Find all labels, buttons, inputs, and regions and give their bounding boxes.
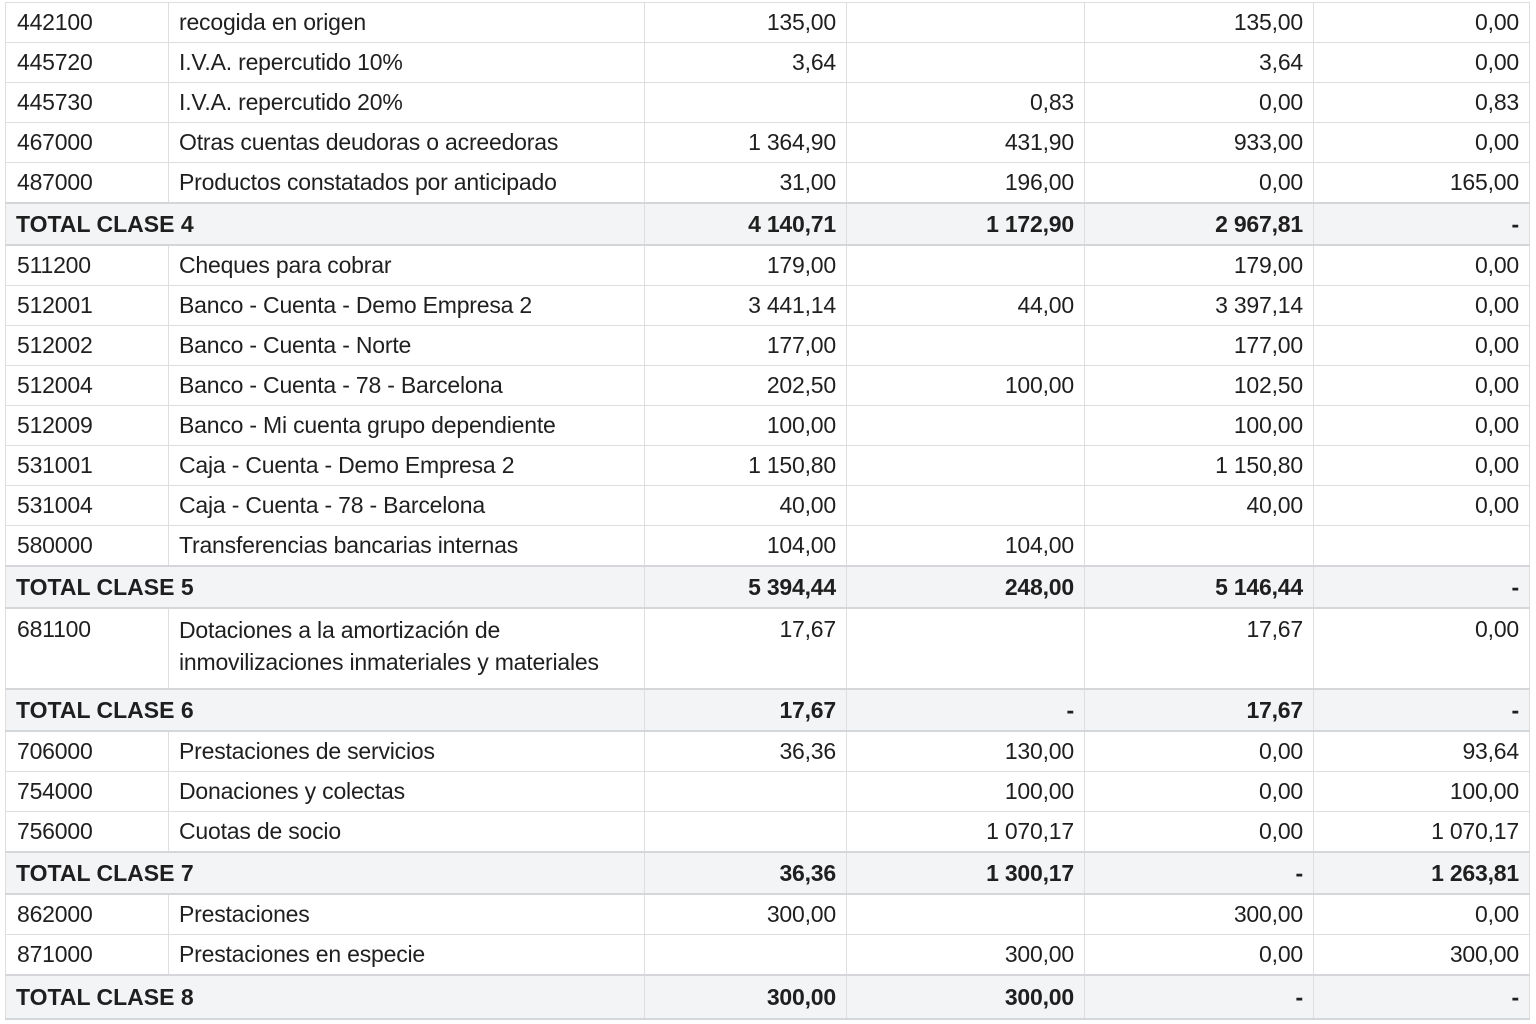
account-description: Banco - Mi cuenta grupo dependiente bbox=[169, 406, 645, 446]
credit-amount bbox=[847, 894, 1085, 935]
debit-amount: 202,50 bbox=[645, 366, 847, 406]
credit-amount: 1 300,17 bbox=[847, 852, 1085, 894]
account-row bbox=[6, 245, 1530, 286]
balance-debit-amount: 933,00 bbox=[1085, 123, 1314, 163]
debit-amount bbox=[645, 812, 847, 853]
account-row bbox=[6, 163, 1530, 204]
credit-amount bbox=[847, 446, 1085, 486]
class-total-row bbox=[6, 203, 1530, 245]
account-code: 862000 bbox=[6, 894, 169, 935]
balance-credit-amount: 165,00 bbox=[1314, 163, 1530, 204]
debit-amount bbox=[645, 935, 847, 976]
balance-credit-amount: 0,00 bbox=[1314, 366, 1530, 406]
credit-amount: 44,00 bbox=[847, 286, 1085, 326]
balance-debit-amount: 2 967,81 bbox=[1085, 203, 1314, 245]
balance-debit-amount: 3 397,14 bbox=[1085, 286, 1314, 326]
class-total-label: TOTAL CLASE 6 bbox=[6, 689, 645, 731]
credit-amount bbox=[847, 406, 1085, 446]
debit-amount: 1 364,90 bbox=[645, 123, 847, 163]
credit-amount: 431,90 bbox=[847, 123, 1085, 163]
trial-balance-body bbox=[6, 3, 1530, 1020]
balance-credit-amount: 0,00 bbox=[1314, 486, 1530, 526]
account-description: Transferencias bancarias internas bbox=[169, 526, 645, 567]
account-code: 706000 bbox=[6, 731, 169, 772]
account-row bbox=[6, 812, 1530, 853]
balance-credit-amount: 0,00 bbox=[1314, 245, 1530, 286]
debit-amount: 5 394,44 bbox=[645, 566, 847, 608]
debit-amount: 17,67 bbox=[645, 689, 847, 731]
account-description: Caja - Cuenta - Demo Empresa 2 bbox=[169, 446, 645, 486]
debit-amount: 100,00 bbox=[645, 406, 847, 446]
balance-credit-amount: 0,00 bbox=[1314, 446, 1530, 486]
credit-amount: 248,00 bbox=[847, 566, 1085, 608]
account-code: 512001 bbox=[6, 286, 169, 326]
balance-credit-amount: 1 263,81 bbox=[1314, 852, 1530, 894]
account-code: 487000 bbox=[6, 163, 169, 204]
account-code: 512004 bbox=[6, 366, 169, 406]
balance-debit-amount: 0,00 bbox=[1085, 163, 1314, 204]
balance-credit-amount: 0,83 bbox=[1314, 83, 1530, 123]
class-total-row bbox=[6, 689, 1530, 731]
balance-debit-amount: 1 150,80 bbox=[1085, 446, 1314, 486]
balance-credit-amount: 93,64 bbox=[1314, 731, 1530, 772]
credit-amount: 300,00 bbox=[847, 935, 1085, 976]
credit-amount bbox=[847, 245, 1085, 286]
account-row bbox=[6, 935, 1530, 976]
credit-amount: 300,00 bbox=[847, 975, 1085, 1019]
balance-debit-amount: 179,00 bbox=[1085, 245, 1314, 286]
account-code: 580000 bbox=[6, 526, 169, 567]
balance-debit-amount: 0,00 bbox=[1085, 935, 1314, 976]
debit-amount: 1 150,80 bbox=[645, 446, 847, 486]
account-description: Banco - Cuenta - Norte bbox=[169, 326, 645, 366]
account-code: 512009 bbox=[6, 406, 169, 446]
balance-debit-amount: 102,50 bbox=[1085, 366, 1314, 406]
credit-amount bbox=[847, 3, 1085, 43]
account-description: I.V.A. repercutido 10% bbox=[169, 43, 645, 83]
balance-debit-amount: 0,00 bbox=[1085, 772, 1314, 812]
balance-credit-amount bbox=[1314, 526, 1530, 567]
account-row bbox=[6, 772, 1530, 812]
account-row bbox=[6, 406, 1530, 446]
debit-amount: 135,00 bbox=[645, 3, 847, 43]
account-row bbox=[6, 486, 1530, 526]
balance-debit-amount: - bbox=[1085, 975, 1314, 1019]
credit-amount: 1 070,17 bbox=[847, 812, 1085, 853]
account-row bbox=[6, 3, 1530, 43]
account-row bbox=[6, 123, 1530, 163]
balance-credit-amount: 0,00 bbox=[1314, 3, 1530, 43]
balance-debit-amount: 177,00 bbox=[1085, 326, 1314, 366]
balance-credit-amount: 0,00 bbox=[1314, 123, 1530, 163]
balance-debit-amount: 0,00 bbox=[1085, 812, 1314, 853]
balance-credit-amount: - bbox=[1314, 689, 1530, 731]
class-total-row bbox=[6, 975, 1530, 1019]
account-description: Caja - Cuenta - 78 - Barcelona bbox=[169, 486, 645, 526]
trial-balance-table bbox=[5, 2, 1530, 1020]
debit-amount: 177,00 bbox=[645, 326, 847, 366]
account-code: 871000 bbox=[6, 935, 169, 976]
class-total-label: TOTAL CLASE 8 bbox=[6, 975, 645, 1019]
credit-amount: 1 172,90 bbox=[847, 203, 1085, 245]
debit-amount: 4 140,71 bbox=[645, 203, 847, 245]
balance-credit-amount: 0,00 bbox=[1314, 43, 1530, 83]
account-code: 681100 bbox=[6, 608, 169, 689]
credit-amount: 130,00 bbox=[847, 731, 1085, 772]
balance-debit-amount: 3,64 bbox=[1085, 43, 1314, 83]
account-row bbox=[6, 608, 1530, 689]
balance-debit-amount: 135,00 bbox=[1085, 3, 1314, 43]
account-row bbox=[6, 286, 1530, 326]
balance-credit-amount: 1 070,17 bbox=[1314, 812, 1530, 853]
account-description: Donaciones y colectas bbox=[169, 772, 645, 812]
account-code: 445720 bbox=[6, 43, 169, 83]
balance-debit-amount: 0,00 bbox=[1085, 83, 1314, 123]
debit-amount: 179,00 bbox=[645, 245, 847, 286]
balance-debit-amount: 300,00 bbox=[1085, 894, 1314, 935]
balance-debit-amount: 0,00 bbox=[1085, 731, 1314, 772]
account-row bbox=[6, 326, 1530, 366]
account-code: 511200 bbox=[6, 245, 169, 286]
account-description: Productos constatados por anticipado bbox=[169, 163, 645, 204]
credit-amount bbox=[847, 608, 1085, 689]
account-description: Prestaciones en especie bbox=[169, 935, 645, 976]
class-total-row bbox=[6, 566, 1530, 608]
debit-amount: 3,64 bbox=[645, 43, 847, 83]
balance-debit-amount bbox=[1085, 526, 1314, 567]
balance-credit-amount: 0,00 bbox=[1314, 894, 1530, 935]
debit-amount: 104,00 bbox=[645, 526, 847, 567]
account-description: Cheques para cobrar bbox=[169, 245, 645, 286]
balance-debit-amount: 17,67 bbox=[1085, 608, 1314, 689]
account-row bbox=[6, 446, 1530, 486]
account-description: Banco - Cuenta - Demo Empresa 2 bbox=[169, 286, 645, 326]
account-code: 442100 bbox=[6, 3, 169, 43]
account-code: 531004 bbox=[6, 486, 169, 526]
account-description: Banco - Cuenta - 78 - Barcelona bbox=[169, 366, 645, 406]
account-row bbox=[6, 731, 1530, 772]
debit-amount: 36,36 bbox=[645, 731, 847, 772]
account-description: Dotaciones a la amortización de inmovilizaciones inmateriales y materiales bbox=[169, 608, 645, 689]
balance-credit-amount: 0,00 bbox=[1314, 608, 1530, 689]
account-code: 531001 bbox=[6, 446, 169, 486]
account-description: Prestaciones bbox=[169, 894, 645, 935]
account-description: Otras cuentas deudoras o acreedoras bbox=[169, 123, 645, 163]
balance-debit-amount: 40,00 bbox=[1085, 486, 1314, 526]
balance-credit-amount: 0,00 bbox=[1314, 286, 1530, 326]
credit-amount: 196,00 bbox=[847, 163, 1085, 204]
debit-amount: 31,00 bbox=[645, 163, 847, 204]
debit-amount bbox=[645, 772, 847, 812]
account-code: 756000 bbox=[6, 812, 169, 853]
balance-credit-amount: 300,00 bbox=[1314, 935, 1530, 976]
balance-credit-amount: 0,00 bbox=[1314, 406, 1530, 446]
account-code: 754000 bbox=[6, 772, 169, 812]
credit-amount: 100,00 bbox=[847, 366, 1085, 406]
balance-debit-amount: 5 146,44 bbox=[1085, 566, 1314, 608]
credit-amount: - bbox=[847, 689, 1085, 731]
account-description: Prestaciones de servicios bbox=[169, 731, 645, 772]
account-description: Cuotas de socio bbox=[169, 812, 645, 853]
credit-amount: 100,00 bbox=[847, 772, 1085, 812]
account-description: recogida en origen bbox=[169, 3, 645, 43]
account-code: 512002 bbox=[6, 326, 169, 366]
account-row bbox=[6, 83, 1530, 123]
account-row bbox=[6, 366, 1530, 406]
balance-debit-amount: - bbox=[1085, 852, 1314, 894]
debit-amount: 300,00 bbox=[645, 894, 847, 935]
balance-credit-amount: 0,00 bbox=[1314, 326, 1530, 366]
balance-credit-amount: - bbox=[1314, 566, 1530, 608]
class-total-label: TOTAL CLASE 5 bbox=[6, 566, 645, 608]
balance-credit-amount: 100,00 bbox=[1314, 772, 1530, 812]
credit-amount: 104,00 bbox=[847, 526, 1085, 567]
balance-credit-amount: - bbox=[1314, 975, 1530, 1019]
balance-debit-amount: 17,67 bbox=[1085, 689, 1314, 731]
account-row bbox=[6, 43, 1530, 83]
debit-amount: 3 441,14 bbox=[645, 286, 847, 326]
credit-amount bbox=[847, 326, 1085, 366]
class-total-row bbox=[6, 852, 1530, 894]
debit-amount bbox=[645, 83, 847, 123]
balance-credit-amount: - bbox=[1314, 203, 1530, 245]
credit-amount: 0,83 bbox=[847, 83, 1085, 123]
account-description: I.V.A. repercutido 20% bbox=[169, 83, 645, 123]
class-total-label: TOTAL CLASE 4 bbox=[6, 203, 645, 245]
account-code: 467000 bbox=[6, 123, 169, 163]
credit-amount bbox=[847, 486, 1085, 526]
debit-amount: 17,67 bbox=[645, 608, 847, 689]
account-code: 445730 bbox=[6, 83, 169, 123]
debit-amount: 300,00 bbox=[645, 975, 847, 1019]
balance-debit-amount: 100,00 bbox=[1085, 406, 1314, 446]
debit-amount: 36,36 bbox=[645, 852, 847, 894]
class-total-label: TOTAL CLASE 7 bbox=[6, 852, 645, 894]
debit-amount: 40,00 bbox=[645, 486, 847, 526]
account-row bbox=[6, 526, 1530, 567]
credit-amount bbox=[847, 43, 1085, 83]
account-row bbox=[6, 894, 1530, 935]
